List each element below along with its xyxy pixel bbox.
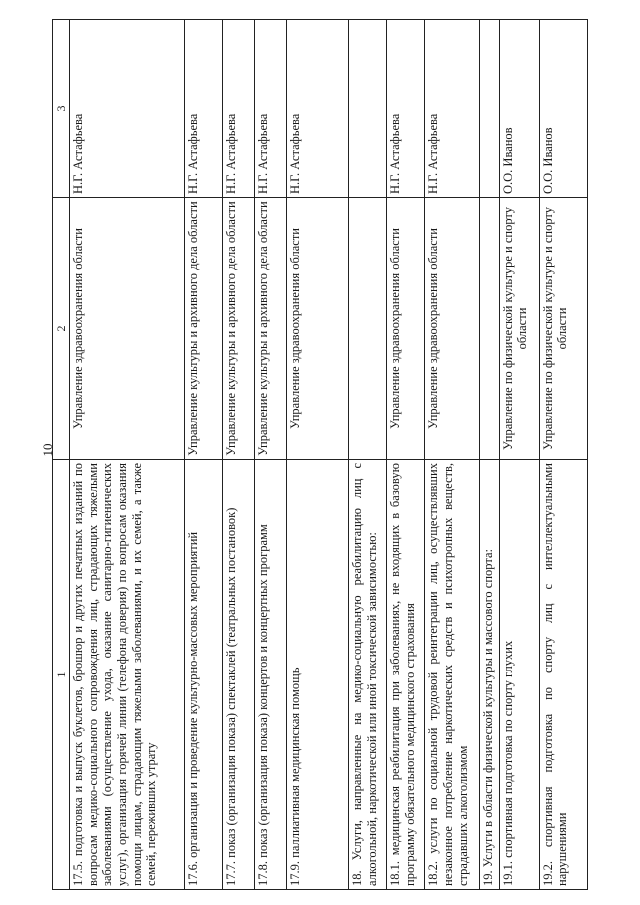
services-table (52, 19, 588, 890)
authority-cell (349, 198, 387, 460)
responsible-cell (479, 20, 499, 198)
table-row (479, 20, 499, 890)
page-number: 10 (40, 443, 55, 457)
table-row (286, 20, 348, 890)
authority-cell: Управление культуры и архивного дела области (254, 198, 286, 460)
table-row (499, 20, 539, 890)
service-cell: 17.9. паллиативная медицинская помощь (286, 460, 348, 890)
table-header-row (53, 20, 70, 890)
table-row (254, 20, 286, 890)
responsible-cell: Н.Г. Астафьева (254, 20, 286, 198)
responsible-cell: Н.Г. Астафьева (387, 20, 425, 198)
service-cell: 19.1. спортивная подготовка по спорту глухих (499, 460, 539, 890)
service-cell: 19. Услуги в области физической культуры и массового спорта: (479, 460, 499, 890)
service-cell: 17.5. подготовка и выпуск буклетов, брошюр и других печатных изданий по вопросам медико-социального сопровождения лиц, страдающих тяжелыми заболеваниями (осуществление ухода, оказание санитарно-гигиенических услуг), организация горячей линии (телефона доверия) по вопросам оказания помощи лицам, страдающим тяжелыми заболеваниями, и их семей, а также семей, переживших утрату (70, 460, 184, 890)
responsible-cell: Н.Г. Астафьева (70, 20, 184, 198)
service-cell: 19.2. спортивная подготовка по спорту лиц с интеллектуальными нарушениями (539, 460, 587, 890)
responsible-cell: Н.Г. Астафьева (222, 20, 254, 198)
table-row (387, 20, 425, 890)
authority-cell: Управление здравоохранения области (70, 198, 184, 460)
table-row (539, 20, 587, 890)
column-number-3: 3 (53, 20, 70, 198)
responsible-cell: Н.Г. Астафьева (425, 20, 479, 198)
table-row (184, 20, 222, 890)
authority-cell: Управление по физической культуре и спорту области (539, 198, 587, 460)
responsible-cell (349, 20, 387, 198)
column-number-2: 2 (53, 198, 70, 460)
service-cell: 18. Услуги, направленные на медико-социальную реабилитацию лиц с алкогольной, наркотической или иной токсической зависимостью: (349, 460, 387, 890)
table-row (349, 20, 387, 890)
authority-cell: Управление по физической культуре и спорту области (499, 198, 539, 460)
service-cell: 18.1. медицинская реабилитация при заболеваниях, не входящих в базовую программу обязательного медицинского страхования (387, 460, 425, 890)
authority-cell (479, 198, 499, 460)
responsible-cell: Н.Г. Астафьева (286, 20, 348, 198)
responsible-cell: О.О. Иванов (499, 20, 539, 198)
service-cell: 17.6. организация и проведение культурно-массовых мероприятий (184, 460, 222, 890)
authority-cell: Управление культуры и архивного дела области (184, 198, 222, 460)
service-cell: 18.2. услуги по социальной трудовой реинтеграции лиц, осуществлявших незаконное потребление наркотических средств и психотропных веществ, страдавших алкоголизмом (425, 460, 479, 890)
service-cell: 17.8. показ (организация показа) концертов и концертных программ (254, 460, 286, 890)
table-row (222, 20, 254, 890)
table-row (70, 20, 184, 890)
responsible-cell: О.О. Иванов (539, 20, 587, 198)
authority-cell: Управление здравоохранения области (425, 198, 479, 460)
responsible-cell: Н.Г. Астафьева (184, 20, 222, 198)
service-cell: 17.7. показ (организация показа) спектаклей (театральных постановок) (222, 460, 254, 890)
authority-cell: Управление здравоохранения области (387, 198, 425, 460)
authority-cell: Управление культуры и архивного дела области (222, 198, 254, 460)
authority-cell: Управление здравоохранения области (286, 198, 348, 460)
rotated-page-content (52, 20, 588, 890)
column-number-1: 1 (53, 460, 70, 890)
table-row (425, 20, 479, 890)
